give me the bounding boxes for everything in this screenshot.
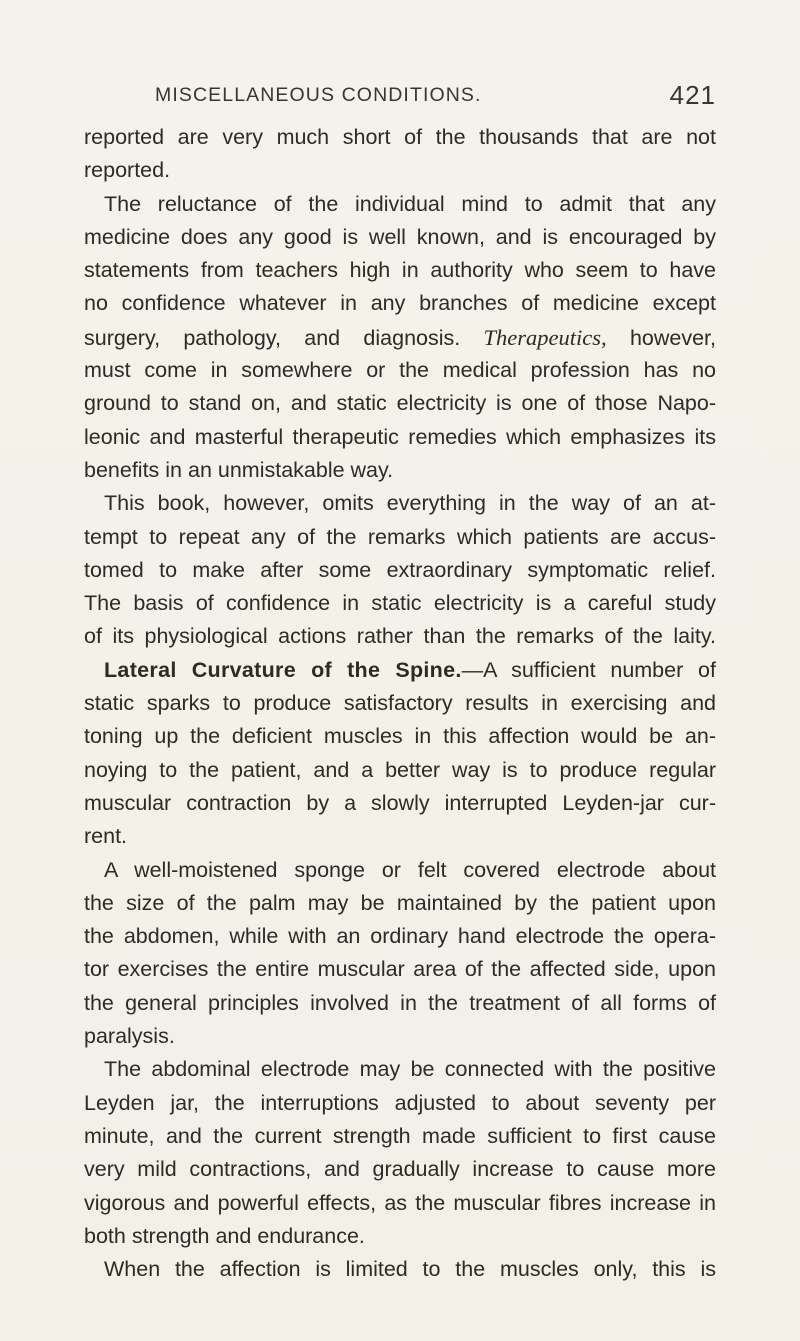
text-line: benefits in an unmistakable way. bbox=[84, 457, 394, 482]
text-line: noying to the patient, and a better way is to produce regular bbox=[84, 757, 716, 782]
text-line: reported. bbox=[84, 158, 171, 183]
text-line: tomed to make after some extraordinary symptomatic relief. bbox=[84, 557, 716, 582]
page-number: 421 bbox=[669, 80, 716, 110]
text-line: the size of the palm may be maintained by the patient upon bbox=[84, 890, 716, 915]
text-line: the abdomen, while with an ordinary hand electrode the opera- bbox=[84, 924, 716, 949]
text-line: minute, and the current strength made sufficient to first cause bbox=[84, 1123, 716, 1148]
text-run: surgery, pathology, and diagnosis. bbox=[84, 325, 484, 350]
text-line: ground to stand on, and static electricity is one of those Napo- bbox=[84, 391, 716, 416]
text-line: muscular contraction by a slowly interrupted Leyden-jar cur- bbox=[84, 790, 716, 815]
text-line: The reluctance of the individual mind to admit that any bbox=[104, 191, 716, 216]
text-line: statements from teachers high in authority who seem to have bbox=[84, 258, 716, 283]
italic-term: Therapeutics, bbox=[483, 324, 607, 350]
text-line: A well-moistened sponge or felt covered electrode about bbox=[104, 857, 716, 882]
text-line: reported are very much short of the thousands that are not bbox=[84, 125, 716, 149]
text-run: however, bbox=[606, 325, 716, 350]
text-line: paralysis. bbox=[84, 1024, 175, 1049]
text-line bbox=[84, 321, 716, 354]
text-line: both strength and endurance. bbox=[84, 1223, 365, 1248]
text-line: static sparks to produce satisfactory results in exercising and bbox=[84, 691, 716, 716]
text-line: no confidence whatever in any branches of medicine except bbox=[84, 291, 716, 316]
text-line: tor exercises the entire muscular area of the affected side, upon bbox=[84, 957, 716, 982]
text-line: leonic and masterful therapeutic remedies which emphasizes its bbox=[84, 424, 716, 449]
text-line: of its physiological actions rather than the remarks of the laity. bbox=[84, 624, 716, 649]
text-line: very mild contractions, and gradually increase to cause more bbox=[84, 1157, 716, 1182]
body-text bbox=[84, 121, 716, 1286]
running-head-title: MISCELLANEOUS CONDITIONS. bbox=[155, 84, 482, 106]
text-line: medicine does any good is well known, and is encouraged by bbox=[84, 224, 716, 249]
text-line bbox=[84, 654, 716, 687]
running-head bbox=[0, 80, 800, 114]
text-line: This book, however, omits everything in the way of an at- bbox=[104, 491, 716, 516]
text-line: toning up the deficient muscles in this affection would be an- bbox=[84, 724, 716, 749]
section-heading: Lateral Curvature of the Spine. bbox=[104, 657, 462, 682]
text-line: When the affection is limited to the muscles only, this is bbox=[104, 1257, 716, 1282]
text-line: The basis of confidence in static electricity is a careful study bbox=[84, 591, 716, 616]
text-line: the general principles involved in the treatment of all forms of bbox=[84, 990, 716, 1015]
text-line: tempt to repeat any of the remarks which patients are accus- bbox=[84, 524, 716, 549]
text-line: must come in somewhere or the medical profession has no bbox=[84, 358, 716, 383]
text-run: —A sufficient number of bbox=[461, 657, 716, 682]
text-line: rent. bbox=[84, 824, 128, 849]
text-line: Leyden jar, the interruptions adjusted to about seventy per bbox=[84, 1090, 716, 1115]
text-line: vigorous and powerful effects, as the muscular fibres increase in bbox=[84, 1190, 716, 1215]
text-line: The abdominal electrode may be connected with the positive bbox=[104, 1057, 716, 1082]
